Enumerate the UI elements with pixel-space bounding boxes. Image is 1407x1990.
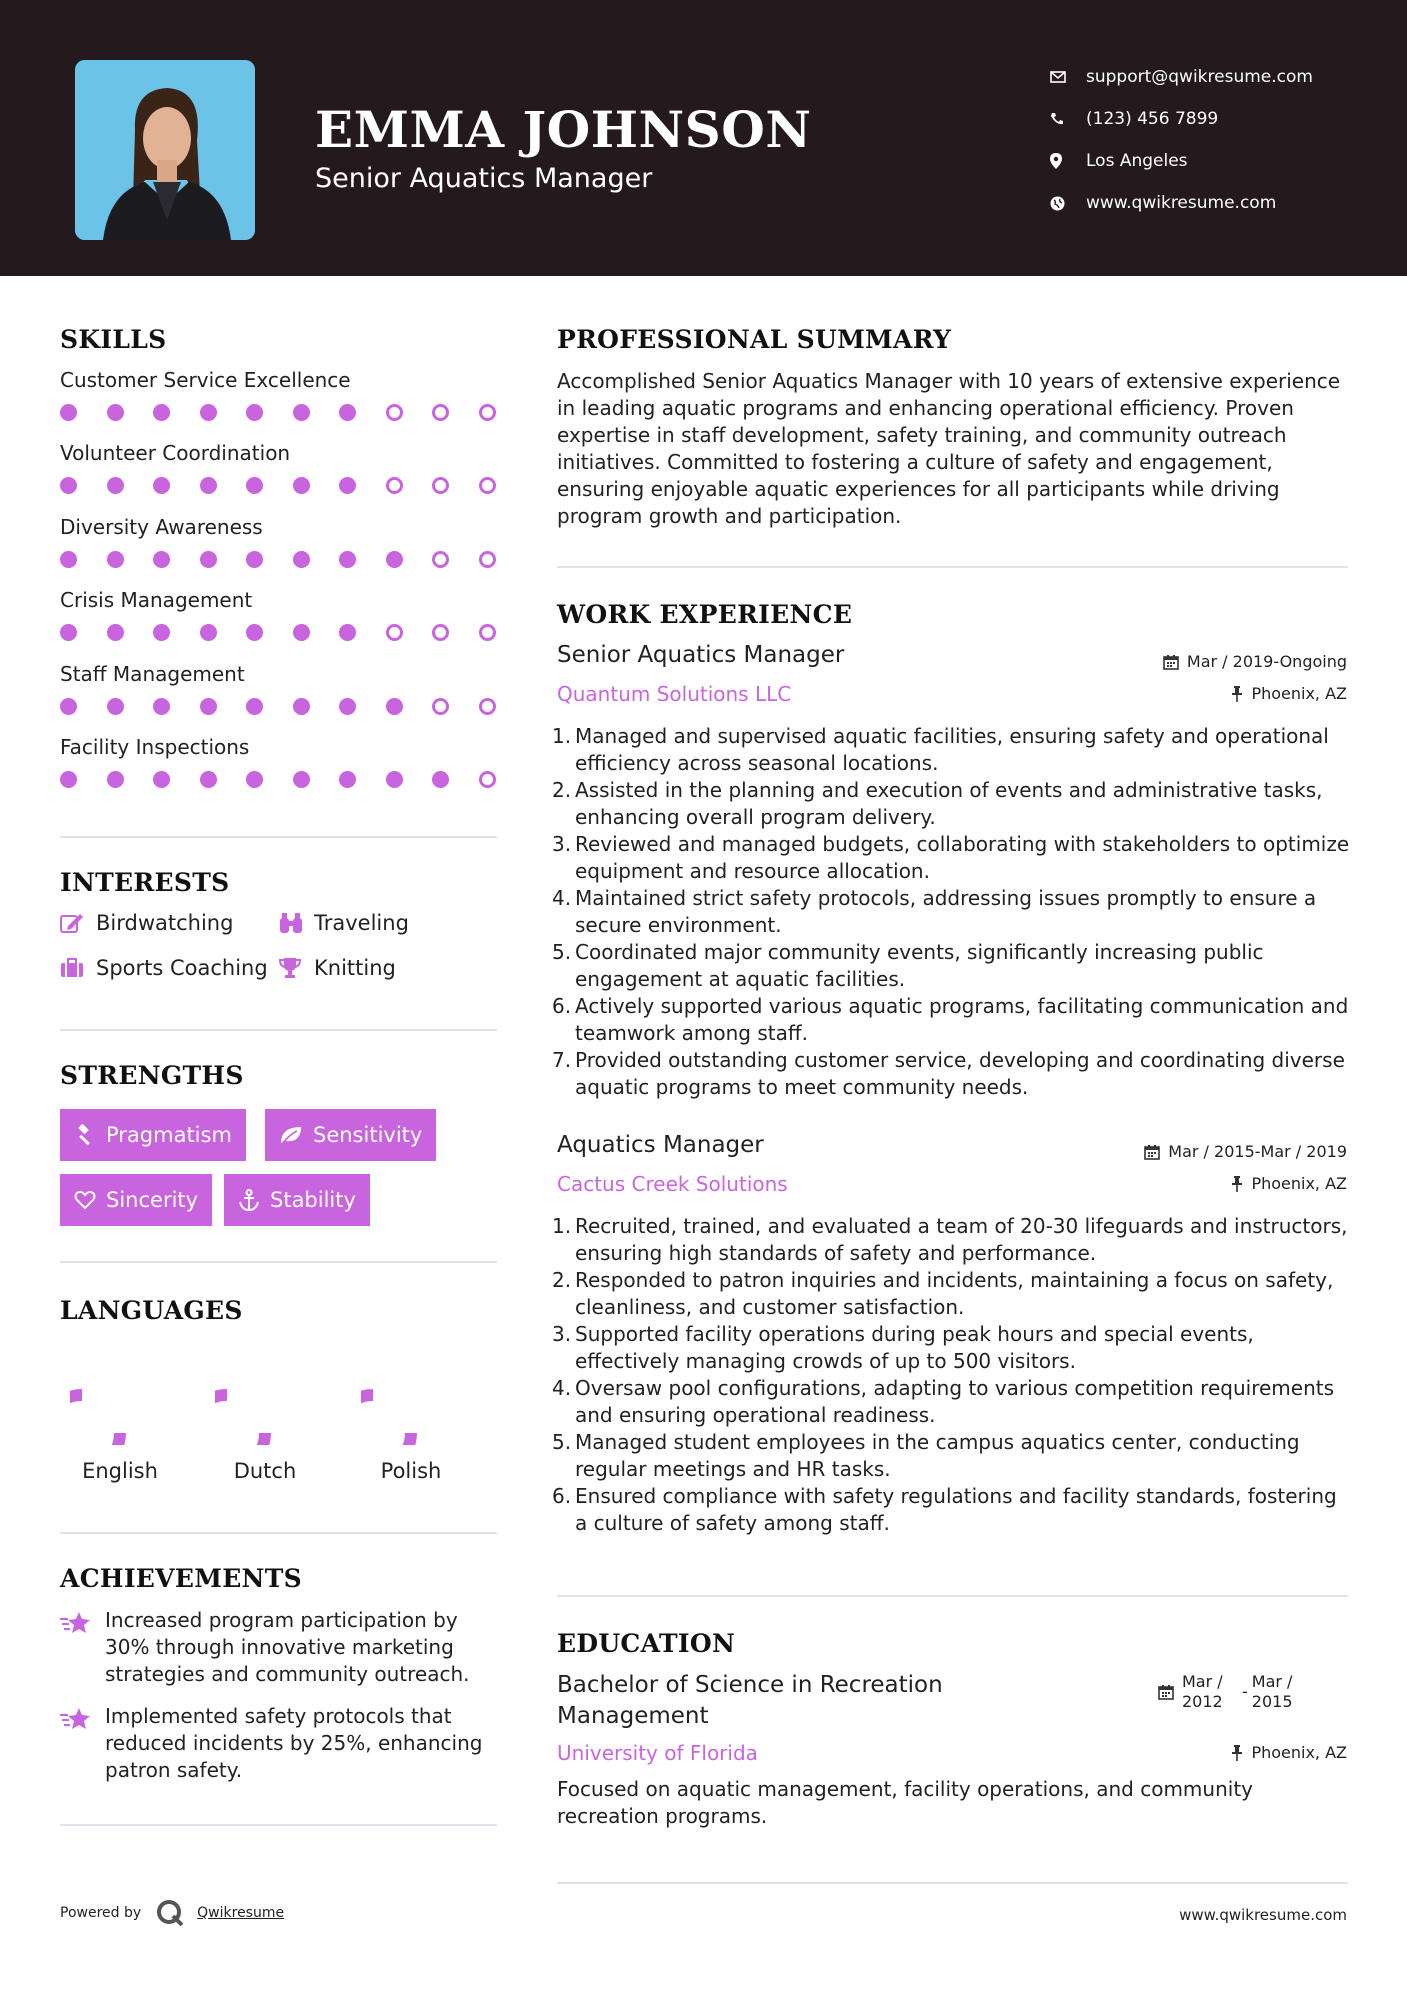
rating-dot-empty xyxy=(479,624,496,641)
rating-dot-filled xyxy=(293,477,310,494)
education-date-start: Mar / 2012 xyxy=(1182,1672,1223,1711)
contact-phone-text: (123) 456 7899 xyxy=(1086,109,1219,129)
achievement-item xyxy=(60,1703,500,1784)
powered-by xyxy=(60,1898,284,1928)
responsibility-item xyxy=(552,1375,1352,1429)
rating-dot-empty xyxy=(479,477,496,494)
map-pin-icon xyxy=(1050,153,1086,169)
candidate-role: Senior Aquatics Manager xyxy=(315,163,653,194)
date-separator: - xyxy=(1242,1682,1248,1701)
rating-dot-filled xyxy=(386,551,403,568)
skill-rating xyxy=(60,698,496,715)
rating-dot-filled xyxy=(60,551,77,568)
rating-dot-filled xyxy=(246,698,263,715)
rating-dot-empty xyxy=(432,698,449,715)
skill-item xyxy=(60,662,500,735)
pushpin-icon xyxy=(1231,686,1243,702)
responsibility-item xyxy=(552,1483,1352,1537)
job-location-text: Phoenix, AZ xyxy=(1251,684,1347,703)
responsibility-item xyxy=(552,1429,1352,1483)
responsibility-text: Supported facility operations during peak hours and special events, effectively managing crowds of up to 500 visitors. xyxy=(575,1322,1254,1373)
interest-item xyxy=(278,956,396,980)
job-dates-text: Mar / 2019-Ongoing xyxy=(1186,652,1347,671)
rating-dot-filled xyxy=(60,698,77,715)
summary-title: PROFESSIONAL SUMMARY xyxy=(557,325,952,354)
calendar-icon xyxy=(1144,1144,1160,1160)
qwikresume-logo-icon xyxy=(155,1898,185,1928)
rating-dot-filled xyxy=(200,771,217,788)
rating-dot-filled xyxy=(339,624,356,641)
list-number: 5. xyxy=(552,940,572,964)
responsibility-text: Coordinated major community events, significantly increasing public engagement at aquatic facilities. xyxy=(575,940,1264,991)
interest-item xyxy=(60,956,268,980)
responsibility-text: Maintained strict safety protocols, addressing issues promptly to ensure a secure environment. xyxy=(575,886,1317,937)
language-ring xyxy=(215,1345,315,1445)
rating-dot-filled xyxy=(153,624,170,641)
strength-tag xyxy=(224,1174,370,1226)
contact-email[interactable] xyxy=(1050,56,1380,98)
rating-dot-filled xyxy=(339,771,356,788)
strength-tag xyxy=(265,1109,436,1161)
list-number: 4. xyxy=(552,1376,572,1400)
responsibility-text: Responded to patron inquiries and incidents, maintaining a focus on safety, cleanliness, and customer satisfaction. xyxy=(575,1268,1334,1319)
language-ring xyxy=(361,1345,461,1445)
interest-label: Sports Coaching xyxy=(96,956,268,980)
calendar-icon xyxy=(1163,654,1179,670)
rating-dot-filled xyxy=(200,404,217,421)
skill-item xyxy=(60,588,500,661)
rating-dot-filled xyxy=(246,551,263,568)
skill-name: Volunteer Coordination xyxy=(60,441,291,466)
strength-label: Sensitivity xyxy=(313,1123,423,1147)
anchor-icon xyxy=(238,1189,260,1211)
skill-name: Customer Service Excellence xyxy=(60,368,351,392)
responsibility-text: Assisted in the planning and execution of events and administrative tasks, enhancing overall program delivery. xyxy=(575,778,1323,829)
job-title: Aquatics Manager xyxy=(557,1132,764,1158)
job-responsibilities xyxy=(552,723,1352,1101)
pushpin-icon xyxy=(1231,1745,1243,1761)
rating-dot-filled xyxy=(200,624,217,641)
skill-rating xyxy=(60,771,496,788)
trophy-icon xyxy=(278,957,314,979)
skill-item xyxy=(60,441,500,514)
achievement-text: Implemented safety protocols that reduced incidents by 25%, enhancing patron safety. xyxy=(105,1704,483,1782)
contact-website[interactable] xyxy=(1050,182,1380,224)
work-title: WORK EXPERIENCE xyxy=(557,600,853,629)
responsibility-text: Managed student employees in the campus aquatics center, conducting regular meetings and HR tasks. xyxy=(575,1430,1300,1481)
rating-dot-filled xyxy=(153,404,170,421)
rating-dot-filled xyxy=(153,698,170,715)
language-item xyxy=(50,1345,190,1483)
language-name: Dutch xyxy=(233,1459,297,1483)
leaf-icon xyxy=(279,1125,303,1145)
rating-dot-filled xyxy=(246,477,263,494)
rating-dot-empty xyxy=(479,404,496,421)
envelope-icon xyxy=(1050,71,1086,83)
responsibility-text: Reviewed and managed budgets, collaborating with stakeholders to optimize equipment and resource allocation. xyxy=(575,832,1350,883)
list-number: 3. xyxy=(552,1322,572,1346)
star-icon xyxy=(60,1607,105,1688)
binoculars-icon xyxy=(278,912,314,934)
section-divider xyxy=(557,1595,1348,1597)
rating-dot-empty xyxy=(479,771,496,788)
education-description: Focused on aquatic management, facility operations, and community recreation programs. xyxy=(557,1777,1253,1828)
resume-header xyxy=(0,0,1407,276)
job-dates xyxy=(1144,1142,1347,1161)
language-name: Polish xyxy=(380,1459,442,1483)
section-divider xyxy=(557,1882,1348,1884)
rating-dot-filled xyxy=(339,698,356,715)
footer-url[interactable]: www.qwikresume.com xyxy=(1179,1906,1347,1924)
rating-dot-empty xyxy=(479,698,496,715)
responsibility-text: Oversaw pool configurations, adapting to various competition requirements and ensuring operational readiness. xyxy=(575,1376,1335,1427)
strengths-title: STRENGTHS xyxy=(60,1061,244,1090)
rating-dot-filled xyxy=(200,477,217,494)
list-number: 1. xyxy=(552,1214,572,1238)
achievement-text: Increased program participation by 30% through innovative marketing strategies and community outreach. xyxy=(105,1608,470,1686)
rating-dot-filled xyxy=(200,698,217,715)
language-item xyxy=(195,1345,335,1483)
powered-by-label: Powered by xyxy=(60,1905,142,1921)
responsibility-text: Provided outstanding customer service, developing and coordinating diverse aquatic programs to meet community needs. xyxy=(575,1048,1345,1099)
list-number: 6. xyxy=(552,1484,572,1508)
language-name: English xyxy=(82,1459,158,1483)
summary-text: Accomplished Senior Aquatics Manager with 10 years of extensive experience in leading aquatic programs and enhancing operational efficiency. Proven expertise in staff development, safety training, and community outreach initiatives. Committed to fostering a culture of safety and engagement, ensuring enjoyable aquatic experiences for all participants while driving program growth and participation. xyxy=(557,369,1341,528)
interest-label: Traveling xyxy=(314,911,409,935)
interest-item xyxy=(60,911,233,935)
section-divider xyxy=(60,1824,497,1826)
strength-label: Pragmatism xyxy=(106,1123,232,1147)
rating-dot-filled xyxy=(432,771,449,788)
rating-dot-empty xyxy=(386,404,403,421)
responsibility-item xyxy=(552,885,1352,939)
language-ring xyxy=(70,1345,170,1445)
rating-dot-filled xyxy=(107,624,124,641)
star-icon xyxy=(60,1703,105,1784)
job-company: Cactus Creek Solutions xyxy=(557,1172,788,1196)
list-number: 4. xyxy=(552,886,572,910)
skill-rating xyxy=(60,404,496,421)
interest-label: Knitting xyxy=(314,956,396,980)
contact-location xyxy=(1050,140,1380,182)
skill-name: Facility Inspections xyxy=(60,734,250,759)
skill-name: Staff Management xyxy=(60,661,245,686)
achievements-title: ACHIEVEMENTS xyxy=(60,1564,302,1593)
rating-dot-filled xyxy=(386,698,403,715)
responsibility-item xyxy=(552,1047,1352,1101)
pushpin-icon xyxy=(1231,1176,1243,1192)
list-number: 3. xyxy=(552,832,572,856)
rating-dot-empty xyxy=(432,404,449,421)
degree-title: Bachelor of Science in Recreation Management xyxy=(557,1672,943,1729)
skill-item xyxy=(60,515,500,588)
responsibility-item xyxy=(552,1321,1352,1375)
rating-dot-filled xyxy=(339,477,356,494)
list-number: 6. xyxy=(552,994,572,1018)
profile-photo xyxy=(75,60,255,240)
rating-dot-filled xyxy=(107,551,124,568)
rating-dot-filled xyxy=(60,624,77,641)
strength-tag xyxy=(60,1109,246,1161)
job-location xyxy=(1231,684,1347,703)
rating-dot-filled xyxy=(107,698,124,715)
section-divider xyxy=(557,566,1348,568)
rating-dot-filled xyxy=(60,404,77,421)
rating-dot-filled xyxy=(107,404,124,421)
rating-dot-filled xyxy=(293,624,310,641)
responsibility-text: Managed and supervised aquatic facilities, ensuring safety and operational efficiency across seasonal locations. xyxy=(575,724,1329,775)
rating-dot-filled xyxy=(107,477,124,494)
pencil-square-icon xyxy=(60,912,96,934)
education-date-end: Mar / 2015 xyxy=(1251,1672,1293,1711)
list-number: 7. xyxy=(552,1048,572,1072)
job-responsibilities xyxy=(552,1213,1352,1537)
skill-rating xyxy=(60,624,496,641)
contact-location-text: Los Angeles xyxy=(1086,151,1188,171)
rating-dot-filled xyxy=(339,551,356,568)
job-location-text: Phoenix, AZ xyxy=(1251,1174,1347,1193)
job-title: Senior Aquatics Manager xyxy=(557,642,845,668)
job-location xyxy=(1231,1174,1347,1193)
job-company: Quantum Solutions LLC xyxy=(557,682,792,706)
responsibility-text: Ensured compliance with safety regulations and facility standards, fostering a culture of safety among staff. xyxy=(575,1484,1337,1535)
education-dates xyxy=(1158,1672,1302,1712)
rating-dot-filled xyxy=(293,551,310,568)
rating-dot-filled xyxy=(293,404,310,421)
list-number: 5. xyxy=(552,1430,572,1454)
rating-dot-filled xyxy=(107,771,124,788)
responsibility-text: Actively supported various aquatic programs, facilitating communication and teamwork among staff. xyxy=(575,994,1349,1045)
strength-label: Stability xyxy=(270,1188,356,1212)
contact-list xyxy=(1050,56,1380,224)
languages-title: LANGUAGES xyxy=(60,1296,243,1325)
rating-dot-filled xyxy=(339,404,356,421)
education-location-text: Phoenix, AZ xyxy=(1251,1743,1347,1762)
briefcase-icon xyxy=(60,958,96,978)
job-dates xyxy=(1163,652,1347,671)
qwikresume-link[interactable]: Qwikresume xyxy=(197,1905,285,1921)
strength-label: Sincerity xyxy=(106,1188,199,1212)
education-location xyxy=(1231,1743,1347,1762)
interest-item xyxy=(278,911,409,935)
contact-phone[interactable] xyxy=(1050,98,1380,140)
interest-label: Birdwatching xyxy=(96,911,234,935)
skills-list xyxy=(60,368,500,808)
rating-dot-filled xyxy=(386,771,403,788)
contact-website-text: www.qwikresume.com xyxy=(1086,193,1277,213)
rating-dot-filled xyxy=(293,771,310,788)
section-divider xyxy=(60,836,497,838)
responsibility-item xyxy=(552,723,1352,777)
responsibility-item xyxy=(552,777,1352,831)
skill-item xyxy=(60,735,500,808)
section-divider xyxy=(60,1532,497,1534)
globe-icon xyxy=(1050,196,1086,211)
rating-dot-filled xyxy=(246,624,263,641)
rating-dot-filled xyxy=(200,551,217,568)
language-item xyxy=(341,1345,481,1483)
school-name: University of Florida xyxy=(557,1741,758,1765)
candidate-name: EMMA JOHNSON xyxy=(315,100,812,159)
responsibility-item xyxy=(552,1267,1352,1321)
rating-dot-filled xyxy=(246,771,263,788)
rating-dot-filled xyxy=(153,551,170,568)
section-divider xyxy=(60,1261,497,1263)
strength-tag xyxy=(60,1174,212,1226)
skill-rating xyxy=(60,551,496,568)
skill-name: Diversity Awareness xyxy=(60,514,263,539)
rating-dot-empty xyxy=(432,624,449,641)
list-number: 1. xyxy=(552,724,572,748)
rating-dot-filled xyxy=(153,771,170,788)
rating-dot-filled xyxy=(293,698,310,715)
interests-title: INTERESTS xyxy=(60,868,230,897)
skill-item xyxy=(60,368,500,441)
responsibility-item xyxy=(552,993,1352,1047)
skills-title: SKILLS xyxy=(60,325,167,354)
gavel-icon xyxy=(74,1124,96,1146)
rating-dot-filled xyxy=(246,404,263,421)
contact-email-text: support@qwikresume.com xyxy=(1086,67,1313,87)
achievement-item xyxy=(60,1607,500,1688)
rating-dot-empty xyxy=(386,477,403,494)
responsibility-item xyxy=(552,939,1352,993)
rating-dot-filled xyxy=(60,477,77,494)
responsibility-item xyxy=(552,831,1352,885)
section-divider xyxy=(60,1029,497,1031)
education-title: EDUCATION xyxy=(557,1629,736,1658)
job-dates-text: Mar / 2015-Mar / 2019 xyxy=(1168,1142,1347,1161)
rating-dot-empty xyxy=(386,624,403,641)
responsibility-item xyxy=(552,1213,1352,1267)
phone-icon xyxy=(1050,112,1086,126)
calendar-icon xyxy=(1158,1684,1174,1705)
rating-dot-empty xyxy=(432,477,449,494)
responsibility-text: Recruited, trained, and evaluated a team of 20-30 lifeguards and instructors, ensuring high standards of safety and performance. xyxy=(575,1214,1348,1265)
list-number: 2. xyxy=(552,778,572,802)
rating-dot-filled xyxy=(153,477,170,494)
skill-name: Crisis Management xyxy=(60,588,253,613)
rating-dot-empty xyxy=(432,551,449,568)
skill-rating xyxy=(60,477,496,494)
heart-icon xyxy=(74,1190,96,1210)
rating-dot-empty xyxy=(479,551,496,568)
rating-dot-filled xyxy=(60,771,77,788)
list-number: 2. xyxy=(552,1268,572,1292)
